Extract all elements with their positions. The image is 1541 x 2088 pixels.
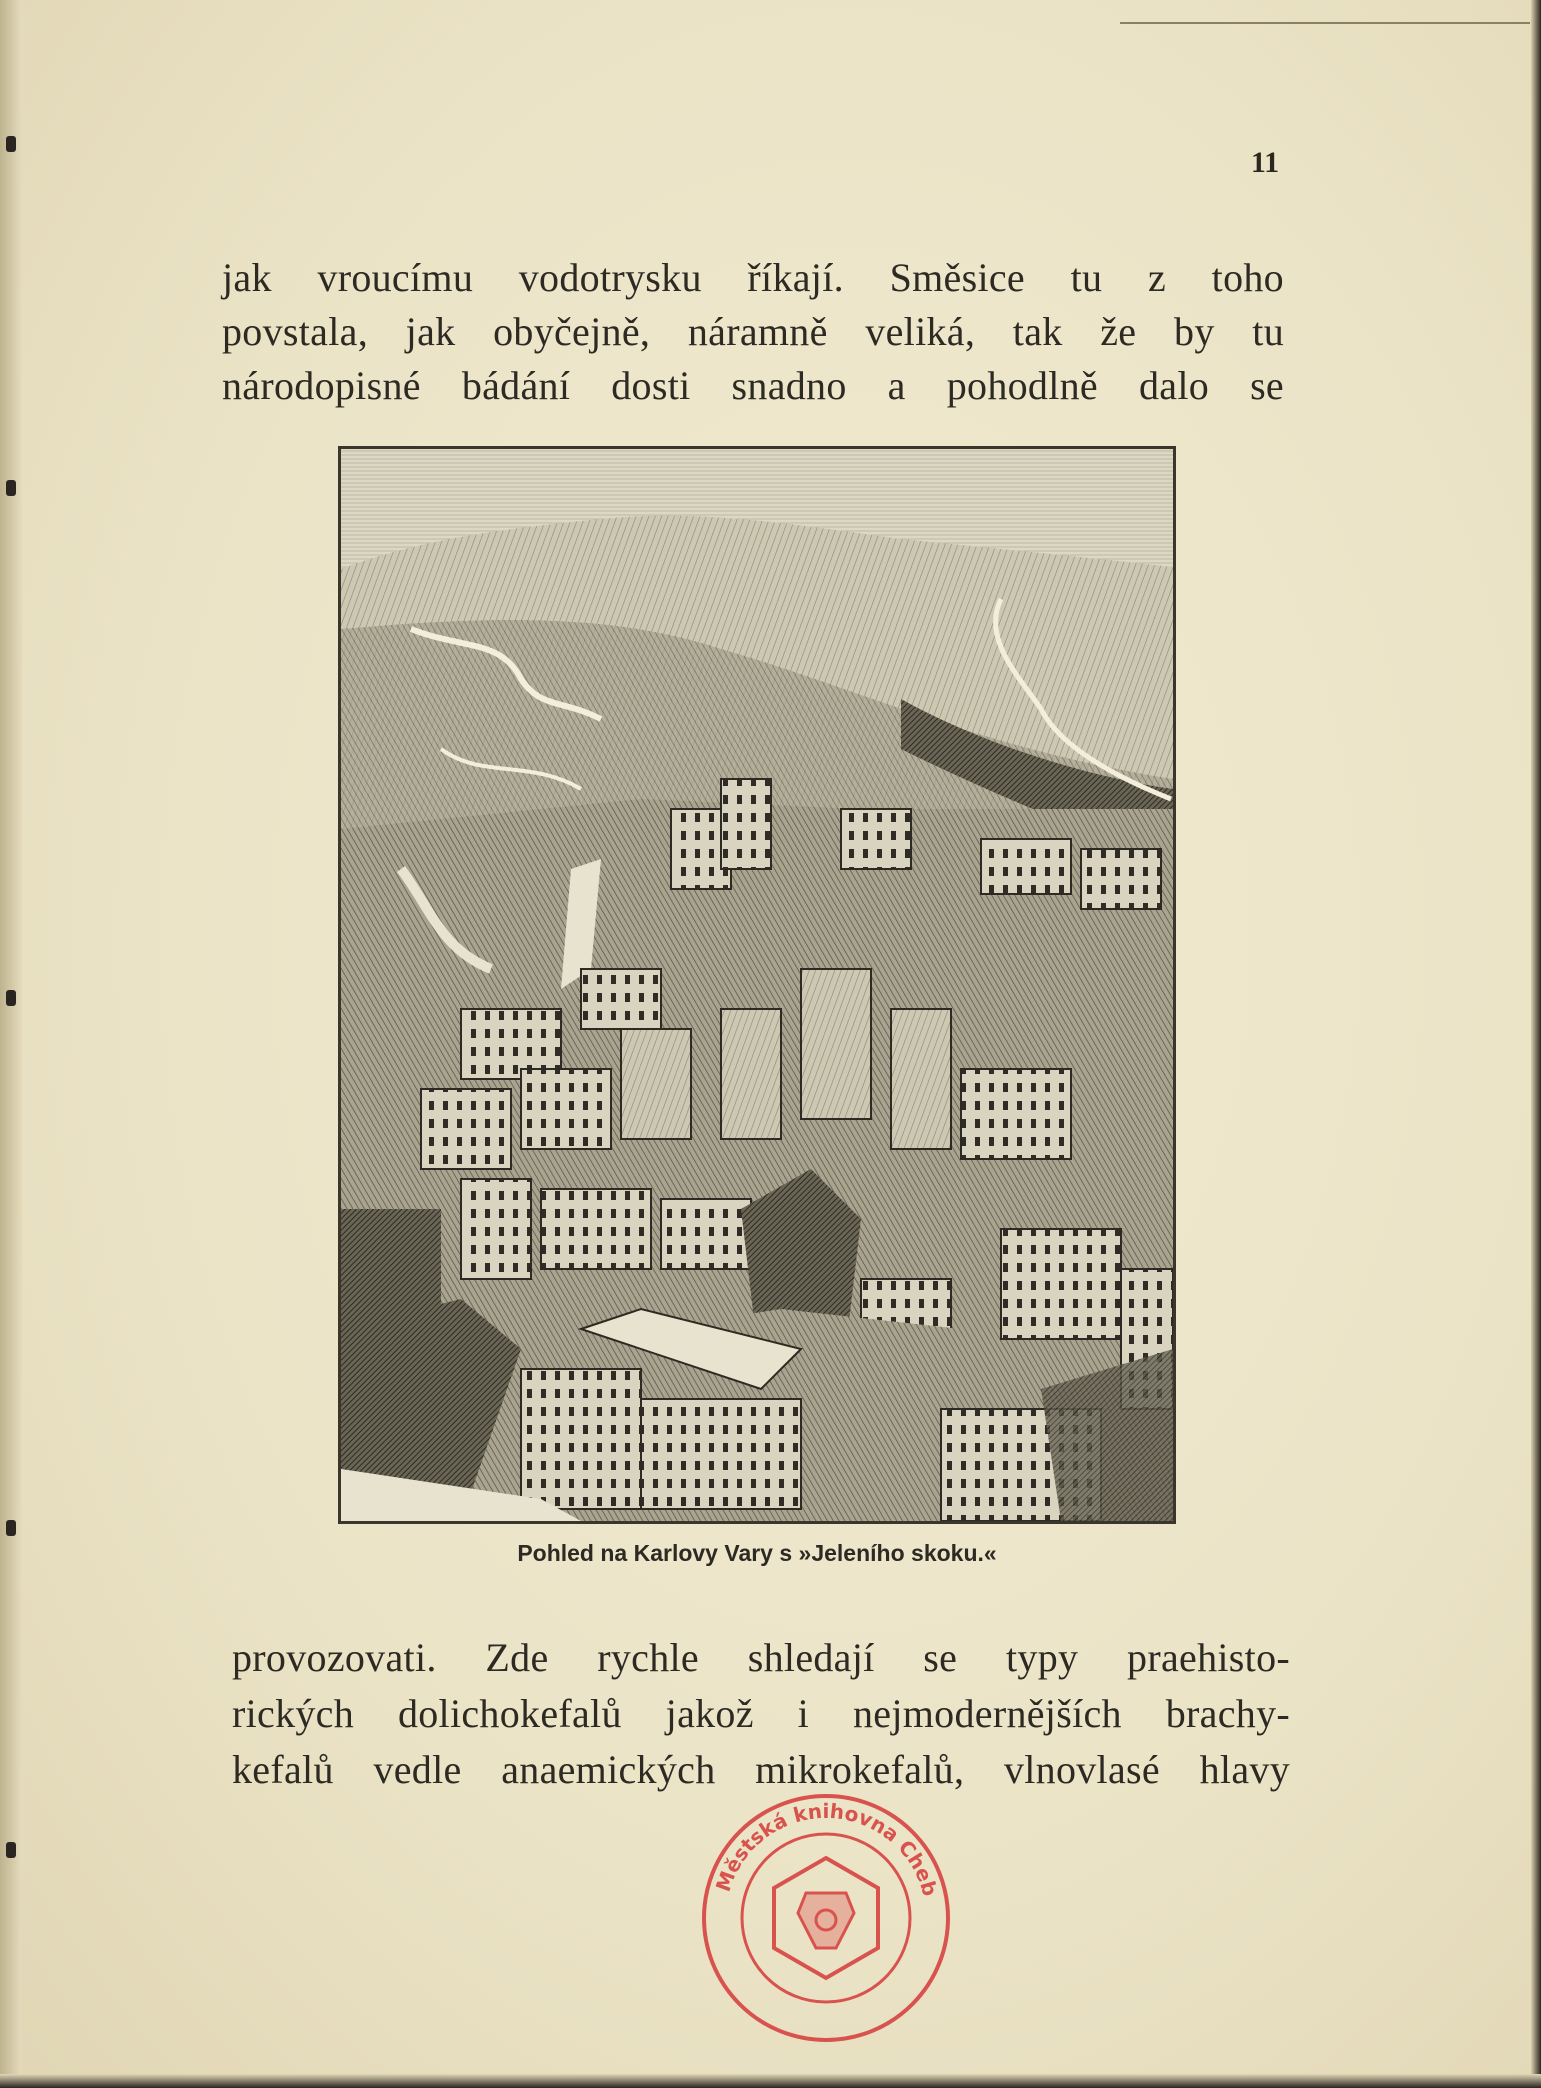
binding-stitch-mark [6,1520,16,1536]
karlovy-vary-engraving [341,449,1173,1521]
page-right-edge [1531,0,1541,2088]
svg-text:Městská knihovna Cheb [711,1799,943,1899]
page-binding-edge [0,0,22,2088]
engraving-illustration [338,446,1176,1524]
text-line: rických dolichokefalů jakož i nejmodernějších brachy- [232,1691,1290,1736]
binding-stitch-mark [6,136,16,152]
binding-stitch-mark [6,480,16,496]
library-stamp [696,1788,956,2048]
text-line: povstala, jak obyčejně, náramně veliká, tak že by tu [222,309,1284,354]
text-line: provozovati. Zde rychle shledají se typy praehisto- [232,1635,1290,1680]
top-edge-rule [1120,22,1530,24]
binding-stitch-mark [6,990,16,1006]
figure-caption: Pohled na Karlovy Vary s »Jeleního skoku.« [517,1540,997,1566]
page-number: 11 [1250,146,1280,179]
text-line: národopisné bádání dosti snadno a pohodlně dalo se [222,363,1284,408]
binding-stitch-mark [6,1842,16,1858]
text-line: jak vroucímu vodotrysku říkají. Směsice tu z toho [222,255,1284,300]
stamp-text: Městská knihovna Cheb [710,1798,943,1899]
page-bottom-edge [0,2074,1541,2088]
library-stamp-seal [696,1788,956,2048]
text-line: kefalů vedle anaemických mikrokefalů, vlnovlasé hlavy [232,1747,1290,1792]
